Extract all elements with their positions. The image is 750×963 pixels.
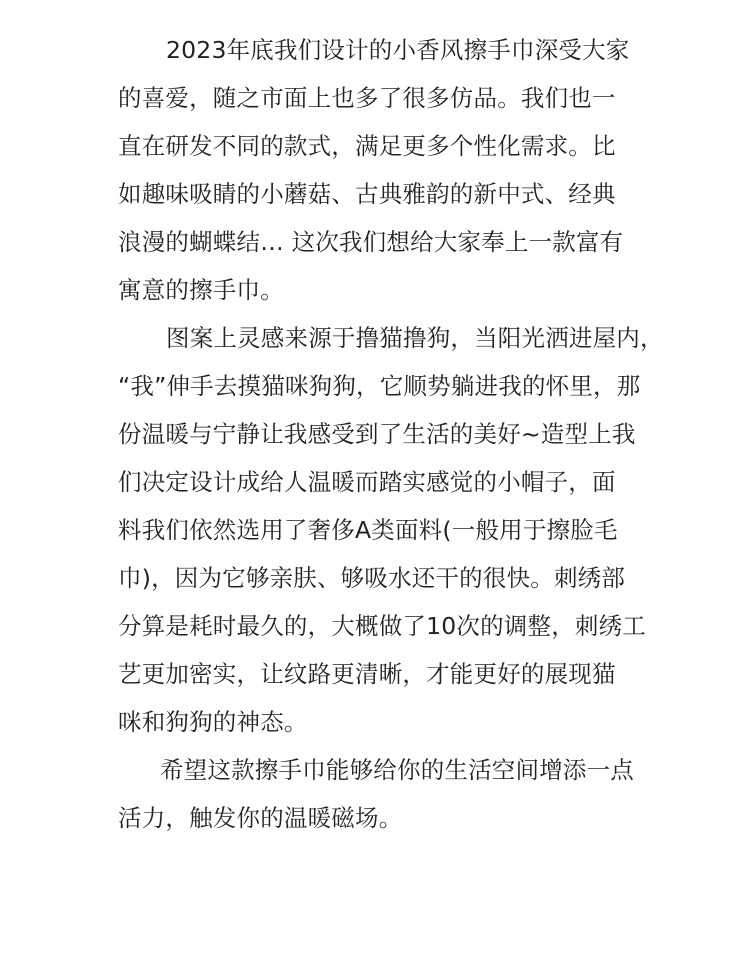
paragraph-1-line-4: 如趣味吸睛的小蘑菇、古典雅韵的新中式、经典 — [118, 180, 616, 208]
paragraph-1-line-6: 寓意的擦手巾。 — [118, 276, 284, 304]
paragraph-1-line-5: 浪漫的蝴蝶结… 这次我们想给大家奉上一款富有 — [118, 228, 624, 256]
paragraph-2-line-7: 分算是耗时最久的，大概做了10次的调整，刺绣工 — [118, 612, 647, 640]
paragraph-2-line-1: 图案上灵感来源于撸猫撸狗，当阳光洒进屋内， — [166, 324, 664, 352]
paragraph-1-line-3: 直在研发不同的款式，满足更多个性化需求。比 — [118, 132, 616, 160]
paragraph-2-line-8: 艺更加密实，让纹路更清晰，才能更好的展现猫 — [118, 660, 616, 688]
paragraph-3-line-1: 希望这款擦手巾能够给你的生活空间增添一点 — [160, 756, 634, 784]
paragraph-3-line-2: 活力，触发你的温暖磁场。 — [118, 804, 403, 832]
paragraph-2-line-6: 巾)，因为它够亲肤、够吸水还干的很快。刺绣部 — [118, 564, 626, 592]
paragraph-1-line-1: 2023年底我们设计的小香风擦手巾深受大家 — [166, 36, 630, 64]
paragraph-2-line-9: 咪和狗狗的神态。 — [118, 708, 308, 736]
paragraph-2-line-3: 份温暖与宁静让我感受到了生活的美好~造型上我 — [118, 420, 636, 448]
paragraph-2-line-5: 料我们依然选用了奢侈A类面料(一般用于擦脸毛 — [118, 516, 618, 544]
paragraph-1-line-2: 的喜爱，随之市面上也多了很多仿品。我们也一 — [118, 84, 616, 112]
paragraph-2-line-2: “我”伸手去摸猫咪狗狗，它顺势躺进我的怀里，那 — [118, 372, 641, 400]
paragraph-2-line-4: 们决定设计成给人温暖而踏实感觉的小帽子，面 — [118, 468, 616, 496]
